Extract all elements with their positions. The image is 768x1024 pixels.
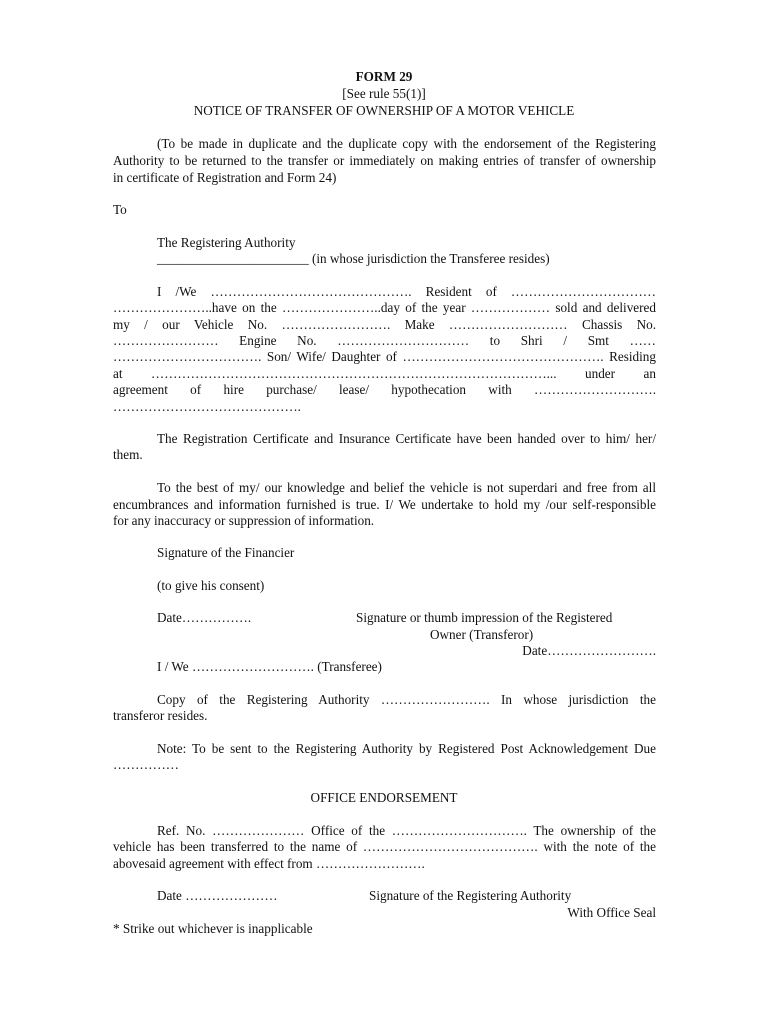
note-line-1: Note: To be sent to the Registering Authority by Registered Post Acknowledgement Due [157,741,656,756]
office-endorsement-heading: OFFICE ENDORSEMENT [310,790,458,805]
owner-transferor-label: Owner (Transferor) [430,627,534,642]
form-title: FORM 29 [355,69,413,84]
authority-signature-label: Signature of the Registering Authority [369,888,572,903]
declaration-line-5: ……………………………. Son/ Wife/ Daughter of ………………………………………. Residing [113,349,656,364]
registration-line-1: The Registration Certificate and Insurance Certificate have been handed over to him/ her/ [157,431,656,446]
endorsement-line-3: abovesaid agreement with effect from ……………………. [113,856,425,871]
date-field-1: Date……………. [157,610,252,625]
to-label: To [113,202,127,217]
endorsement-line-1: Ref. No. ………………… Office of the …………………………. The ownership of the [157,823,656,838]
declaration-line-2: …………………..have on the …………………..day of the year ……………… sold and delivered [113,300,656,315]
office-seal-label: With Office Seal [567,905,656,920]
date-field-3: Date ………………… [157,888,278,903]
endorsement-line-2: vehicle has been transferred to the name of …………………………………. with the note of the [113,839,656,854]
copy-line-1: Copy of the Registering Authority ……………………. In whose jurisdiction the [157,692,656,707]
copy-line-2: transferor resides. [113,708,208,723]
declaration-line-3: my / our Vehicle No. ……………………. Make ……………………… Chassis No. [113,317,656,332]
owner-signature-label: Signature or thumb impression of the Registered [356,610,613,625]
intro-line-1: (To be made in duplicate and the duplicate copy with the endorsement of the Registering [157,136,656,151]
financier-signature-label: Signature of the Financier [157,545,295,560]
declaration-line-1: I /We ………………………………………. Resident of …………………………… [157,284,656,299]
transferee-line: I / We ………………………. (Transferee) [157,659,382,674]
knowledge-line-3: for any inaccuracy or suppression of information. [113,513,375,528]
form-subtitle: NOTICE OF TRANSFER OF OWNERSHIP OF A MOTOR VEHICLE [193,103,575,118]
note-line-2: …………… [113,757,179,772]
declaration-line-7: agreement of hire purchase/ lease/ hypothecation with ………………………. [113,382,656,397]
intro-line-2: Authority to be returned to the transfer or immediately on making entries of transfer of ownership [113,153,656,168]
declaration-line-6: at ………………………………………………………………………………... under an [113,366,656,381]
declaration-line-4: …………………… Engine No. ………………………… to Shri / Smt …… [113,333,656,348]
jurisdiction-line: _______________________ (in whose jurisdiction the Transferee resides) [157,251,550,266]
intro-line-3: in certificate of Registration and Form 24) [113,170,337,185]
date-field-2: Date……………………. [522,643,656,658]
knowledge-line-1: To the best of my/ our knowledge and belief the vehicle is not superdari and free from all [157,480,656,495]
footnote: * Strike out whichever is inapplicable [113,921,313,936]
form-rule: [See rule 55(1)] [342,86,426,101]
knowledge-line-2: encumbrances and information furnished is true. I/ We undertake to hold my /our self-responsible [113,497,656,512]
authority-label: The Registering Authority [157,235,296,250]
declaration-line-8: ……………………………………. [113,399,301,414]
consent-label: (to give his consent) [157,578,265,593]
registration-line-2: them. [113,447,143,462]
